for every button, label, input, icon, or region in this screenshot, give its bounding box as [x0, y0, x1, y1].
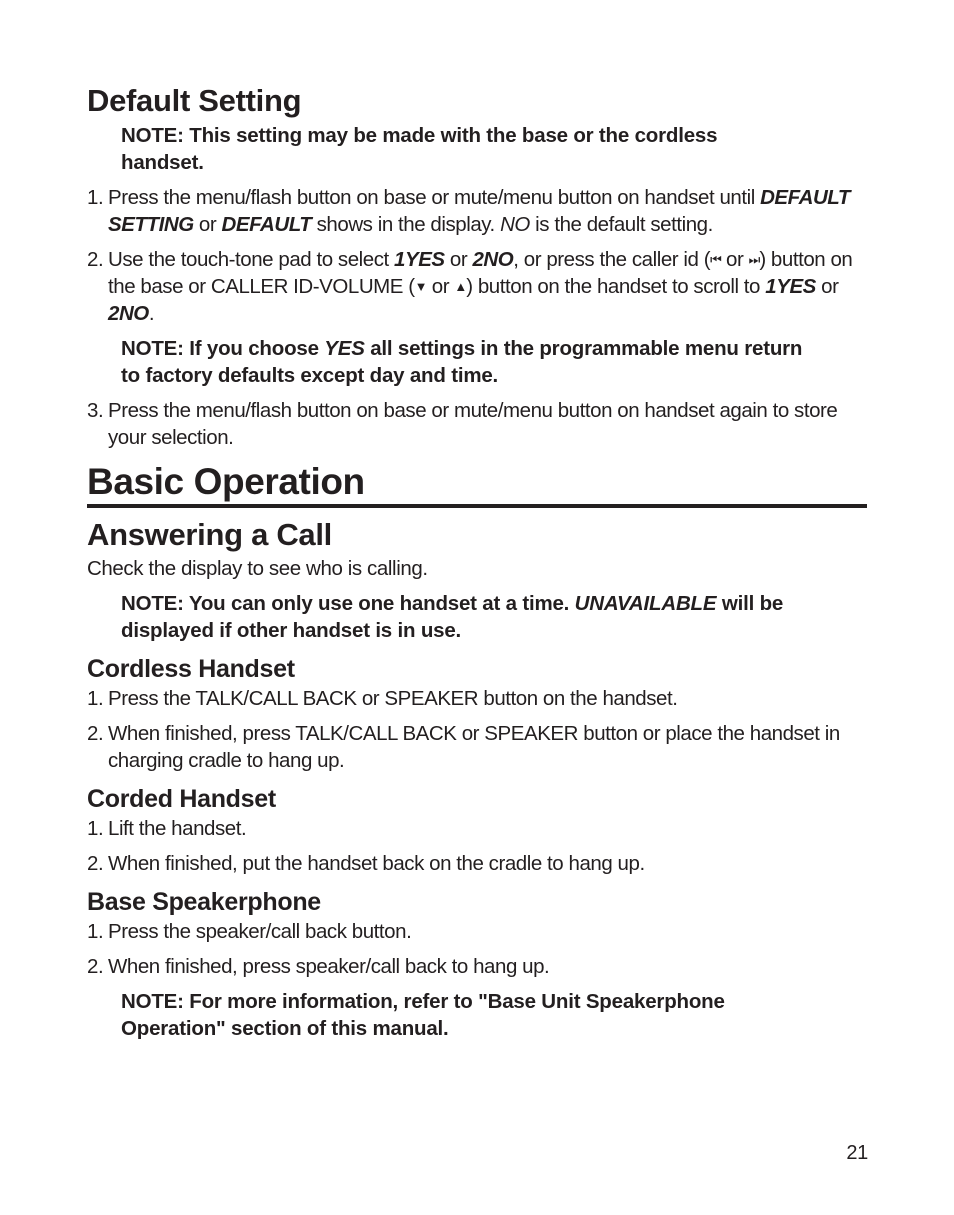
- default-setting-note: NOTE: This setting may be made with the base or the cordless handset.: [121, 124, 718, 175]
- list-item: [87, 918, 867, 945]
- answering-note: [121, 590, 841, 644]
- step-number: 2.: [87, 954, 104, 978]
- step-text: Press the menu/flash button on base or mute/menu button on handset again to store your selection.: [108, 399, 838, 450]
- note-text: NOTE: You can only use one handset at a time.: [121, 591, 575, 615]
- note-emphasis: YES: [324, 337, 365, 361]
- step-emphasis: 1YES: [394, 248, 445, 272]
- step-number: 2.: [87, 248, 104, 272]
- step-text: Press the menu/flash button on base or mute/menu button on handset until: [108, 186, 755, 210]
- list-item: [87, 397, 867, 451]
- list-item: [87, 815, 867, 842]
- step-text: When finished, press speaker/call back to hang up.: [108, 954, 550, 978]
- list-item: [87, 685, 867, 712]
- step-text: Press the TALK/CALL BACK or SPEAKER button on the handset.: [108, 686, 678, 710]
- step-number: 1.: [87, 186, 104, 210]
- cordless-handset-heading: Cordless Handset: [87, 654, 295, 683]
- step-text: or: [815, 275, 839, 299]
- step-text: or: [720, 248, 749, 272]
- step-text: ) button on the base or CALLER ID-VOLUME (: [108, 248, 853, 299]
- choose-yes-note: [121, 335, 821, 389]
- corded-handset-heading: Corded Handset: [87, 784, 276, 813]
- step-emphasis: 1YES: [765, 275, 816, 299]
- default-setting-heading: Default Setting: [87, 83, 302, 118]
- corded-steps: [87, 815, 867, 877]
- skip-forward-icon: ⏭: [748, 252, 760, 268]
- step-text: or: [193, 213, 222, 237]
- speakerphone-steps: [87, 918, 867, 980]
- list-item: [87, 184, 867, 238]
- step-emphasis: DEFAULT: [221, 213, 312, 237]
- arrow-up-icon: ▲: [454, 279, 467, 295]
- manual-page: [87, 80, 867, 1042]
- list-item: [87, 850, 867, 877]
- cordless-steps: [87, 685, 867, 774]
- skip-back-icon: ⏮: [710, 252, 721, 268]
- step-text: , or press the caller id (: [513, 248, 711, 272]
- step-text: Lift the handset.: [108, 816, 247, 840]
- note-text: all settings in the programmable menu return to factory defaults except day and time.: [121, 337, 803, 388]
- note-text: NOTE: If you choose: [121, 337, 325, 361]
- step-number: 2.: [87, 721, 104, 745]
- step-number: 2.: [87, 851, 104, 875]
- step-text: Use the touch-tone pad to select: [108, 248, 395, 272]
- arrow-down-icon: ▼: [414, 279, 427, 295]
- step-emphasis: NO: [500, 213, 530, 237]
- list-item: [87, 953, 867, 980]
- step-text: or: [444, 248, 473, 272]
- note-text: will be displayed if other handset is in use.: [121, 591, 784, 642]
- step-text: .: [148, 302, 155, 326]
- step-text: When finished, press TALK/CALL BACK or SPEAKER button or place the handset in charging cradle to hang up.: [108, 721, 840, 772]
- step-number: 3.: [87, 399, 104, 423]
- step-text: or: [426, 275, 455, 299]
- step-number: 1.: [87, 816, 104, 840]
- step-text: is the default setting.: [529, 213, 713, 237]
- page-number: 21: [846, 1142, 868, 1164]
- step-emphasis: 2NO: [108, 302, 149, 326]
- note-emphasis: UNAVAILABLE: [574, 591, 717, 615]
- base-speakerphone-heading: Base Speakerphone: [87, 887, 321, 916]
- answering-intro: Check the display to see who is calling.: [87, 556, 428, 580]
- step-number: 1.: [87, 919, 104, 943]
- list-item: [87, 246, 867, 327]
- answering-call-heading: Answering a Call: [87, 516, 332, 552]
- step-text: Press the speaker/call back button.: [108, 919, 412, 943]
- step-text: ) button on the handset to scroll to: [466, 275, 766, 299]
- step-text: shows in the display.: [311, 213, 501, 237]
- step-number: 1.: [87, 686, 104, 710]
- step-emphasis: 2NO: [472, 248, 514, 272]
- default-setting-step-3: [87, 397, 867, 451]
- step-text: When finished, put the handset back on the cradle to hang up.: [108, 851, 645, 875]
- step-emphasis: DEFAULT SETTING: [108, 186, 850, 237]
- default-setting-steps: [87, 184, 867, 327]
- speakerphone-note: NOTE: For more information, refer to "Base Unit Speakerphone Operation" section of this manual.: [121, 989, 725, 1040]
- list-item: [87, 720, 867, 774]
- basic-operation-title: Basic Operation: [87, 461, 867, 508]
